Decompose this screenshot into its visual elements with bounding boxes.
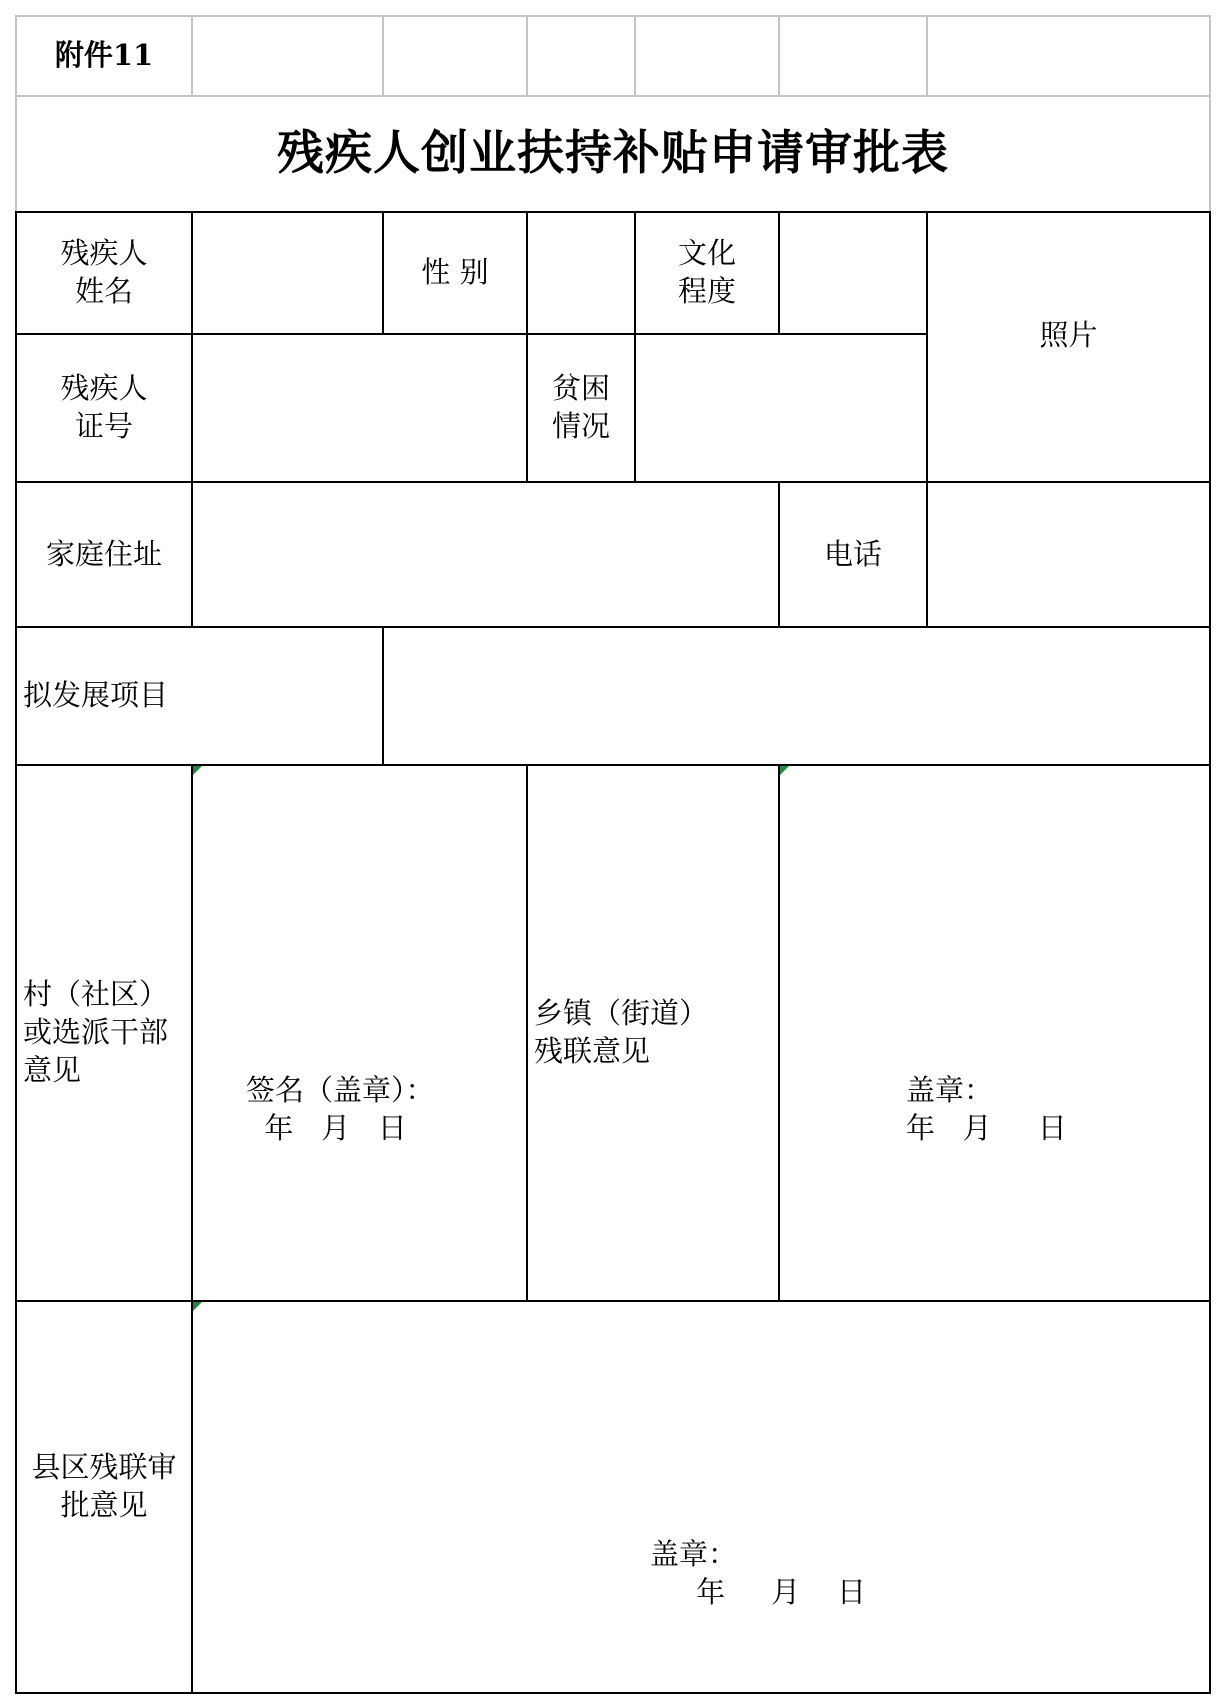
poverty-label: 贫困 情况 [551, 371, 610, 443]
project-field[interactable] [384, 628, 1209, 764]
county-opinion-label: 县区残联审 批意见 [31, 1450, 177, 1522]
gender-label: 性 别 [421, 255, 489, 290]
village-opinion-label: 村（社区） 或选派干部 意见 [23, 977, 169, 1087]
town-opinion-label: 乡镇（街道） 残联意见 [534, 996, 709, 1068]
phone-label: 电话 [823, 536, 882, 571]
cert-no-field[interactable] [193, 335, 526, 481]
village-sign-date: 签名（盖章）： 年 月 日 [246, 1073, 435, 1145]
education-field[interactable] [780, 213, 926, 333]
village-opinion-field[interactable] [193, 766, 526, 1300]
town-opinion-field[interactable] [780, 766, 1209, 1300]
attachment-label: 附件11 [54, 38, 154, 73]
photo-box[interactable]: 照片 [1039, 318, 1098, 353]
county-opinion-field[interactable] [193, 1302, 1209, 1692]
poverty-field[interactable] [636, 335, 926, 481]
name-label: 残疾人 姓名 [60, 236, 148, 308]
form-title: 残疾人创业扶持补贴申请审批表 [277, 126, 949, 182]
cert-no-label: 残疾人 证号 [60, 371, 148, 443]
town-sign-date: 盖章： 年 月 日 [906, 1073, 1067, 1145]
education-label: 文化 程度 [677, 236, 736, 308]
name-field[interactable] [193, 213, 382, 333]
county-sign-date: 盖章： 年 月 日 [650, 1537, 867, 1609]
address-label: 家庭住址 [45, 536, 162, 571]
project-label: 拟发展项目 [23, 678, 169, 713]
phone-field[interactable] [928, 483, 1209, 626]
address-field[interactable] [193, 483, 778, 626]
gender-field[interactable] [528, 213, 634, 333]
